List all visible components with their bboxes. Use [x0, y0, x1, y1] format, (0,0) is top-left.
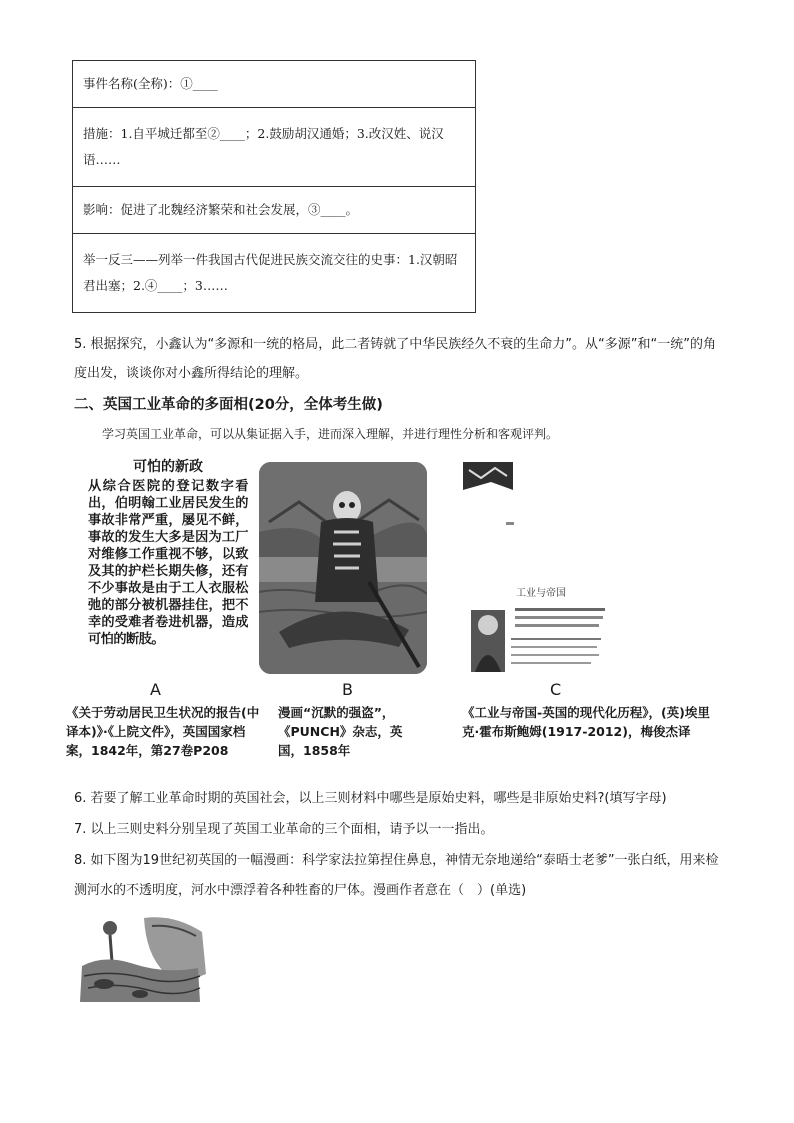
question-6: 6. 若要了解工业革命时期的英国社会，以上三则材料中哪些是原始史料，哪些是非原始史料?(填写字母) [74, 791, 667, 806]
source-c-caption: 《工业与帝国-英国的现代化历程》，(英)埃里克·霍布斯鲍姆(1917-2012)，梅俊杰译 [462, 705, 710, 739]
info-table [72, 60, 476, 313]
faraday-cartoon-graphic [74, 914, 208, 1002]
question-7: 7. 以上三则史料分别呈现了英国工业革命的三个面相，请予以一一指出。 [74, 822, 494, 837]
source-a-title: 可怕的新政 [133, 459, 203, 475]
table-row: 措施：1.自平城迁都至②____；2.鼓励胡汉通婚；3.改汉姓、说汉语…… [73, 108, 476, 187]
table-row: 事件名称(全称)：①____ [73, 61, 476, 108]
death-rowing-boat-illustration [259, 462, 427, 674]
source-a-image [88, 456, 248, 672]
source-b-letter: B [342, 680, 353, 699]
source-a-text: 从综合医院的登记数字看出，伯明翰工业居民发生的事故非常严重，屡见不鲜，事故的发生大多是因为工厂对维修工作重视不够，以致及其的护栏长期失修，还有不少事故是由于工人衣服松弛的部分被机器挂住，把不幸的受难者卷进机器，造成可怕的断肢。 [88, 479, 248, 647]
source-c-book-title: 工业与帝国 [516, 588, 566, 599]
table-row: 影响：促进了北魏经济繁荣和社会发展，③____。 [73, 187, 476, 234]
section-title: 二、英国工业革命的多面相(20分，全体考生做) [74, 397, 383, 413]
book-cover-graphics [461, 460, 611, 676]
source-c-letter: C [550, 680, 562, 699]
source-c-book-cover [461, 460, 611, 676]
source-b-caption: 漫画“沉默的强盗”，《PUNCH》杂志，英国，1858年 [278, 705, 403, 758]
source-a-letter: A [150, 680, 161, 699]
question-5: 5. 根据探究，小鑫认为“多源和一统的格局，此二者铸就了中华民族经久不衰的生命力”。从“多源”和“一统”的角度出发，谈谈你对小鑫所得结论的理解。 [74, 337, 716, 381]
question-8: 8. 如下图为19世纪初英国的一幅漫画：科学家法拉第捏住鼻息，神情无奈地递给“泰晤士老爹”一张白纸，用来检测河水的不透明度，河水中漂浮着各种牲畜的尸体。漫画作者意在（ ）(单选) [74, 853, 719, 898]
faraday-cartoon-image [74, 914, 208, 1002]
section-intro: 学习英国工业革命，可以从集证据入手，进而深入理解，并进行理性分析和客观评判。 [102, 427, 559, 441]
source-b-cartoon [259, 462, 427, 674]
table-row: 举一反三——列举一件我国古代促进民族交流交往的史事：1.汉朝昭君出塞；2.④____；3…… [73, 234, 476, 313]
source-a-caption: 《关于劳动居民卫生状况的报告(中译本)》·《上院文件》，英国国家档案，1842年，第27卷P208 [66, 705, 260, 758]
